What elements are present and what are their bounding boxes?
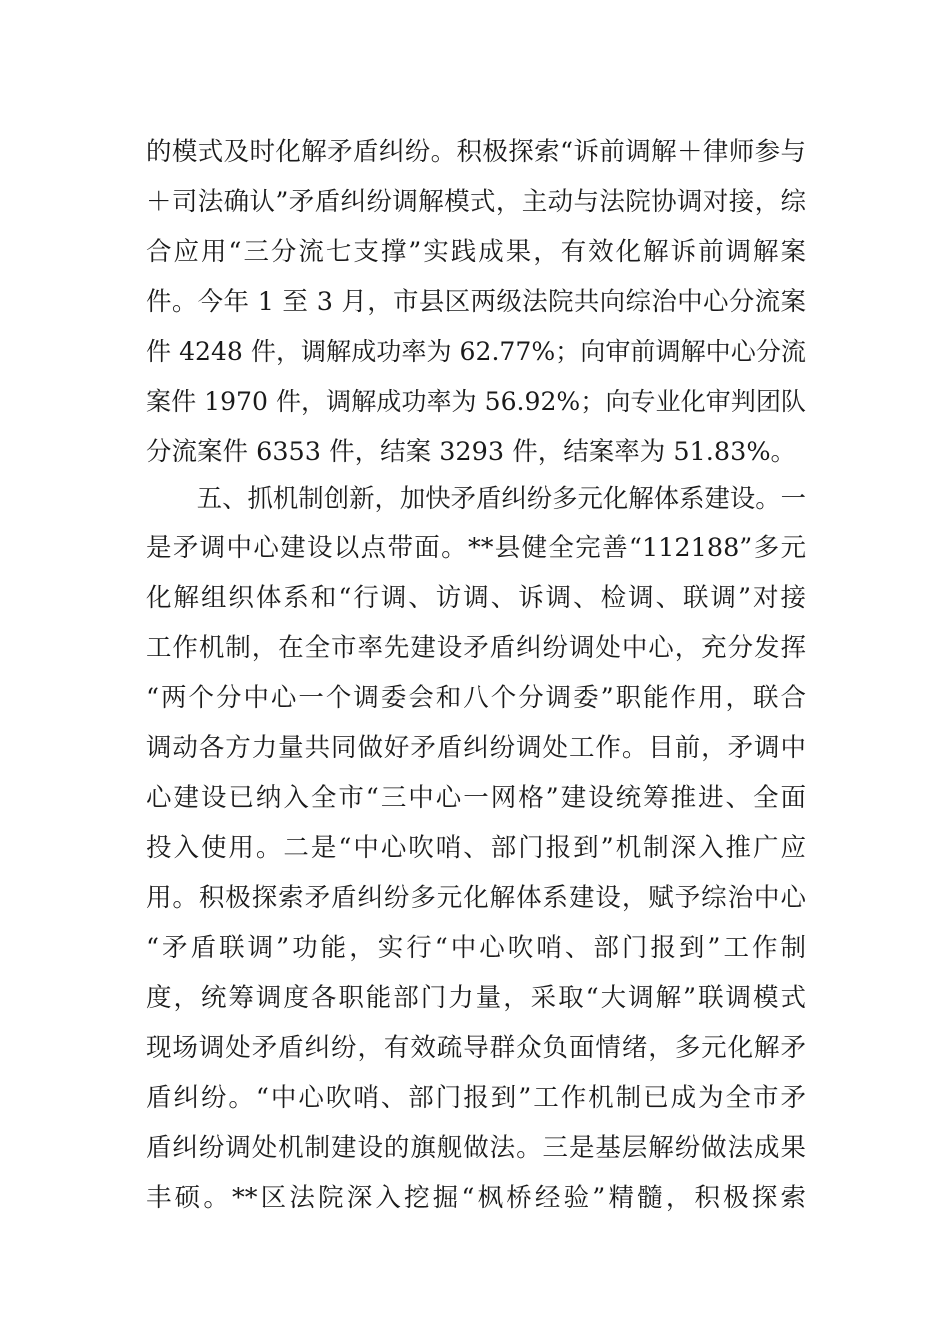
text-line: 盾纠纷调处机制建设的旗舰做法。三是基层解纷做法成果: [146, 1133, 806, 1163]
text-line: 分流案件 6353 件，结案 3293 件，结案率为 51.83%。: [146, 437, 797, 467]
text-line: 调动各方力量共同做好矛盾纠纷调处工作。目前，矛调中: [146, 733, 806, 763]
paragraph-continuation: [146, 127, 806, 477]
text-line: 现场调处矛盾纠纷，有效疏导群众负面情绪，多元化解矛: [146, 1033, 806, 1063]
text-line: 的模式及时化解矛盾纠纷。积极探索“诉前调解＋律师参与: [146, 137, 806, 167]
text-line: 心建设已纳入全市“三中心一网格”建设统筹推进、全面: [146, 783, 806, 813]
text-line: 合应用“三分流七支撑”实践成果，有效化解诉前调解案: [146, 237, 806, 267]
text-line: 件。今年 1 至 3 月，市县区两级法院共向综治中心分流案: [146, 287, 806, 317]
text-line: 化解组织体系和“行调、访调、诉调、检调、联调”对接: [146, 583, 806, 613]
text-line: 用。积极探索矛盾纠纷多元化解体系建设，赋予综治中心: [146, 883, 806, 913]
text-line: “矛盾联调”功能，实行“中心吹哨、部门报到”工作制: [146, 933, 806, 963]
text-line: 工作机制，在全市率先建设矛盾纠纷调处中心，充分发挥: [146, 633, 806, 663]
text-line: 度，统筹调度各职能部门力量，采取“大调解”联调模式: [146, 983, 806, 1013]
text-line: 案件 1970 件，调解成功率为 56.92%；向专业化审判团队: [146, 387, 806, 416]
text-line: 盾纠纷。“中心吹哨、部门报到”工作机制已成为全市矛: [146, 1083, 806, 1113]
text-line: “两个分中心一个调委会和八个分调委”职能作用，联合: [146, 683, 806, 713]
text-line: 丰硕。**区法院深入挖掘“枫桥经验”精髓，积极探索: [146, 1183, 806, 1213]
text-line: 件 4248 件，调解成功率为 62.77%；向审前调解中心分流: [146, 337, 806, 366]
paragraph-section-five: [146, 473, 806, 1223]
text-line: 是矛调中心建设以点带面。**县健全完善“112188”多元: [146, 533, 806, 563]
text-line: ＋司法确认”矛盾纠纷调解模式，主动与法院协调对接，综: [146, 187, 806, 217]
text-line: 投入使用。二是“中心吹哨、部门报到”机制深入推广应: [146, 833, 806, 863]
text-line: 五、抓机制创新，加快矛盾纠纷多元化解体系建设。一: [146, 483, 806, 513]
